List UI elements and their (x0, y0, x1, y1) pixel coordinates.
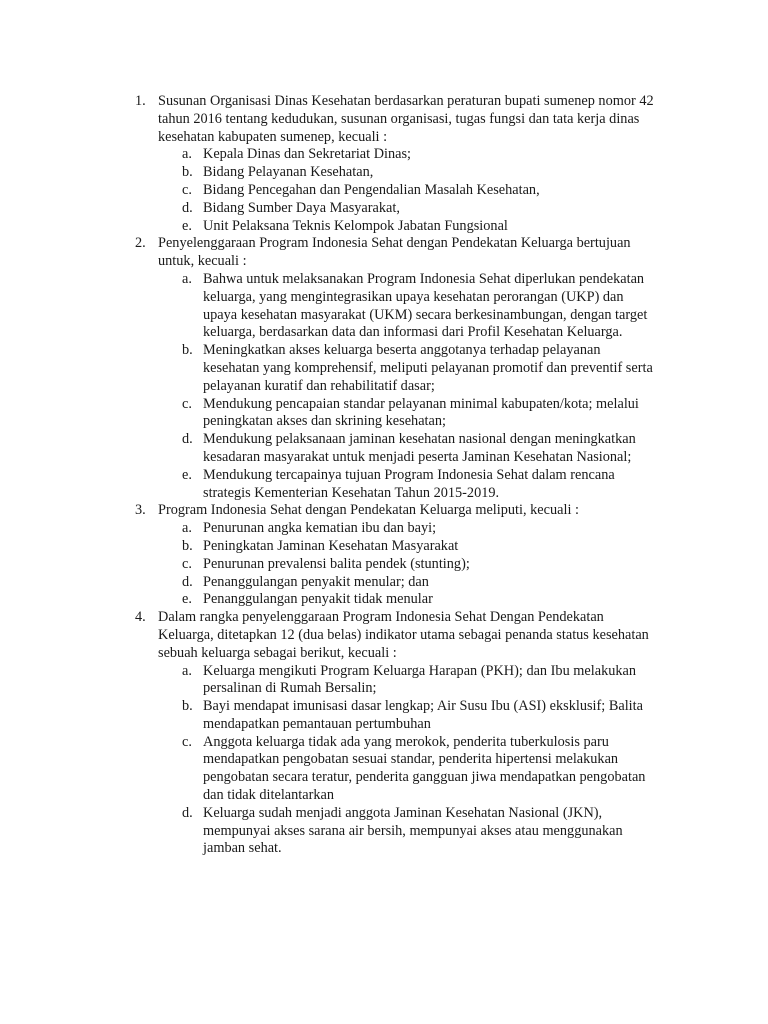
question-text: Program Indonesia Sehat dengan Pendekatan Keluarga meliputi, kecuali : (158, 502, 579, 519)
option-item (182, 217, 658, 236)
option-item (182, 342, 658, 395)
option-list (158, 520, 658, 609)
option-item (182, 733, 658, 805)
question-number: 3. (135, 502, 146, 519)
option-item (182, 431, 658, 467)
question-number: 2. (135, 235, 146, 252)
option-letter: c. (182, 181, 192, 198)
option-text: Bidang Pelayanan Kesehatan, (203, 164, 374, 181)
option-letter: d. (182, 573, 193, 590)
option-item (182, 520, 658, 538)
option-item (182, 591, 658, 609)
option-item (182, 146, 658, 164)
option-letter: c. (182, 555, 192, 572)
option-text: Keluarga mengikuti Program Keluarga Harapan (PKH); dan Ibu melakukan persalinan di Rumah Bersalin; (203, 662, 637, 697)
option-letter: a. (182, 146, 192, 163)
option-letter: d. (182, 804, 193, 821)
option-text: Peningkatan Jaminan Kesehatan Masyarakat (203, 537, 459, 554)
option-letter: b. (182, 537, 193, 554)
option-item (182, 395, 658, 432)
option-item (182, 164, 658, 182)
option-text: Bidang Pencegahan dan Pengendalian Masalah Kesehatan, (203, 181, 540, 198)
option-text: Penurunan prevalensi balita pendek (stunting); (203, 555, 470, 572)
question-3 (135, 502, 658, 609)
option-item (182, 698, 658, 734)
option-text: Bahwa untuk melaksanakan Program Indonesia Sehat diperlukan pendekatan keluarga, yang mengintegrasikan upaya kesehatan perorangan (UKP) dan upaya kesehatan masyarakat (UKM) secara berkesinambungan, dengan target keluarga, berdasarkan data dan informasi dari Profil Kesehatan Keluarga. (203, 270, 648, 341)
option-letter: c. (182, 733, 192, 750)
option-text: Unit Pelaksana Teknis Kelompok Jabatan Fungsional (203, 217, 508, 234)
option-text: Anggota keluarga tidak ada yang merokok, penderita tuberkulosis paru mendapatkan pengobatan sesuai standar, penderita hipertensi melakukan pengobatan secara teratur, penderita gangguan jiwa mendapatkan pengobatan dan tidak ditelantarkan (203, 733, 646, 804)
option-item (182, 537, 658, 556)
option-letter: e. (182, 466, 192, 483)
question-4 (135, 609, 658, 858)
option-letter: b. (182, 342, 193, 359)
option-item (182, 573, 658, 592)
option-text: Meningkatkan akses keluarga beserta anggotanya terhadap pelayanan kesehatan yang komprehensif, meliputi pelayanan promotif dan preventif serta pelayanan kuratif dan rehabilitatif dasar; (203, 342, 653, 394)
document-page (0, 93, 768, 858)
option-text: Penurunan angka kematian ibu dan bayi; (203, 520, 437, 537)
option-item (182, 662, 658, 699)
question-text: Penyelenggaraan Program Indonesia Sehat dengan Pendekatan Keluarga bertujuan untuk, kecuali : (158, 235, 631, 270)
option-letter: a. (182, 270, 192, 287)
option-letter: a. (182, 662, 192, 679)
question-1 (135, 93, 658, 235)
option-text: Penanggulangan penyakit tidak menular (203, 591, 433, 608)
option-letter: e. (182, 591, 192, 608)
option-letter: d. (182, 431, 193, 448)
option-item (182, 466, 658, 503)
option-list (158, 271, 658, 502)
option-text: Penanggulangan penyakit menular; dan (203, 573, 429, 590)
option-letter: b. (182, 164, 193, 181)
option-letter: c. (182, 395, 192, 412)
option-text: Mendukung pencapaian standar pelayanan minimal kabupaten/kota; melalui peningkatan akses dan skrining kesehatan; (203, 395, 639, 430)
option-list (158, 663, 658, 859)
option-text: Bidang Sumber Daya Masyarakat, (203, 199, 400, 216)
option-letter: e. (182, 217, 192, 234)
option-letter: b. (182, 698, 193, 715)
option-item (182, 270, 658, 342)
option-text: Bayi mendapat imunisasi dasar lengkap; Air Susu Ibu (ASI) eksklusif; Balita mendapatkan pemantauan pertumbuhan (203, 698, 643, 732)
option-text: Mendukung tercapainya tujuan Program Indonesia Sehat dalam rencana strategis Kementerian Kesehatan Tahun 2015-2019. (203, 466, 615, 501)
option-text: Mendukung pelaksanaan jaminan kesehatan nasional dengan meningkatkan kesadaran masyarakat untuk menjadi peserta Jaminan Kesehatan Nasional; (203, 431, 636, 465)
question-text: Susunan Organisasi Dinas Kesehatan berdasarkan peraturan bupati sumenep nomor 42 tahun 2016 tentang kedudukan, susunan organisasi, tugas fungsi dan tata kerja dinas kesehatan kabupaten sumenep, kecuali : (158, 93, 654, 145)
option-item (182, 555, 658, 574)
option-letter: d. (182, 199, 193, 216)
question-number: 4. (135, 609, 146, 626)
option-letter: a. (182, 520, 192, 537)
option-item (182, 181, 658, 200)
option-text: Keluarga sudah menjadi anggota Jaminan Kesehatan Nasional (JKN), mempunyai akses sarana air bersih, mempunyai akses atau menggunakan jamban sehat. (203, 804, 623, 857)
option-text: Kepala Dinas dan Sekretariat Dinas; (203, 146, 412, 163)
option-item (182, 199, 658, 218)
question-text: Dalam rangka penyelenggaraan Program Indonesia Sehat Dengan Pendekatan Keluarga, ditetapkan 12 (dua belas) indikator utama sebagai penanda status kesehatan sebuah keluarga sebagai berikut, kecuali : (158, 609, 649, 661)
option-list (158, 146, 658, 235)
option-item (182, 804, 658, 858)
question-number: 1. (135, 93, 146, 109)
question-2 (135, 235, 658, 502)
